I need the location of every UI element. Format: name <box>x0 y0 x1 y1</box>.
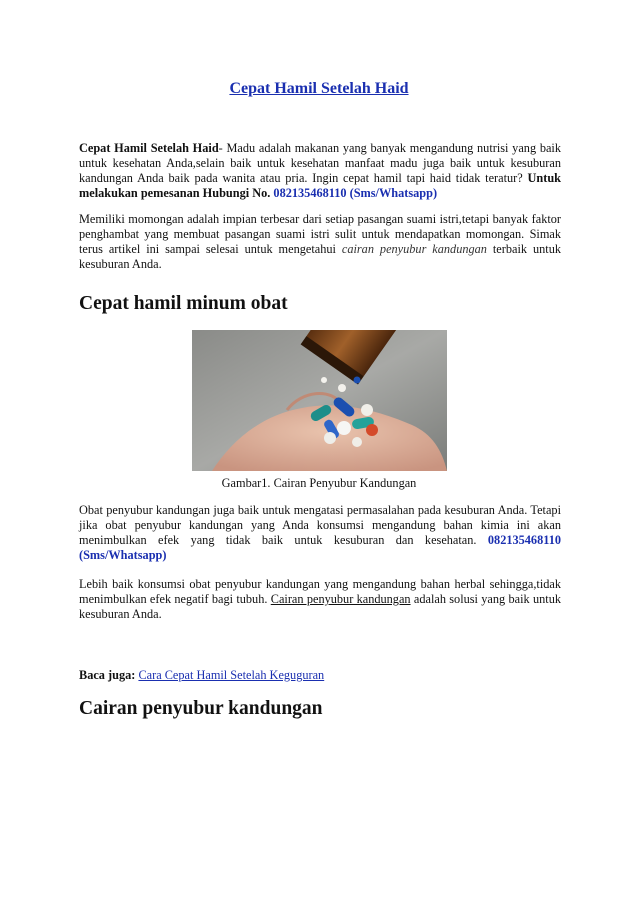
intro-text: - Madu adalah makanan yang banyak mengandung nutrisi yang baik untuk kesehatan Anda,selain baik untuk kesehatan manfaat madu juga baik untuk kesuburan kandungan Anda baik pada wanita atau pria. Ingin cepat hamil tapi haid tidak teratur? <box>79 141 562 185</box>
fourth-paragraph <box>79 577 561 622</box>
fourth-text: Lebih baik konsumsi obat penyubur kandungan yang mengandung bahan herbal sehingga,tidak menimbulkan efek negatif bagi tubuh. <box>79 577 561 606</box>
phone-number-2: 082135468110 (Sms/Whatsapp) <box>79 533 561 562</box>
second-paragraph <box>79 212 561 272</box>
phone-number: 082135468110 (Sms/Whatsapp) <box>273 186 438 200</box>
third-text: Obat penyubur kandungan juga baik untuk mengatasi permasalahan pada kesuburan Anda. Tetapi jika obat penyubur kandungan yang Anda konsumsi mengandung bahan kimia ini akan menimbulkan efek yang tidak baik untuk kesuburan dan kesehatan. <box>79 503 561 547</box>
section-heading-cairan: Cairan penyubur kandungan <box>79 698 323 719</box>
second-text: Memiliki momongan adalah impian terbesar dari setiap pasangan suami istri,tetapi banyak faktor penghambat yang membuat pasangan suami istri sulit untuk mendapatkan momongan. Simak terus artikel ini sampai selesai untuk mengetahui <box>79 212 561 256</box>
third-paragraph <box>79 503 561 563</box>
intro-lead: Cepat Hamil Setelah Haid <box>79 141 219 155</box>
figure-caption: Gambar1. Cairan Penyubur Kandungan <box>221 476 417 490</box>
underlined-keyword[interactable]: Cairan penyubur kandungan <box>270 592 411 606</box>
pills-in-hand-photo <box>192 330 447 471</box>
read-also <box>79 668 561 683</box>
read-also-link[interactable]: Cara Cepat Hamil Setelah Keguguran <box>138 668 325 682</box>
page-title[interactable]: Cepat Hamil Setelah Haid <box>229 80 409 97</box>
order-label: Untuk melakukan pemesanan Hubungi No. <box>79 171 561 200</box>
read-also-label: Baca juga: <box>79 668 136 682</box>
italic-keyword: cairan penyubur kandungan <box>341 242 487 256</box>
section-heading-obat: Cepat hamil minum obat <box>79 293 288 314</box>
fourth-tail: adalah solusi yang baik untuk kesuburan Anda. <box>79 592 561 621</box>
second-tail: terbaik untuk kesuburan Anda. <box>79 242 561 271</box>
intro-paragraph <box>79 141 561 201</box>
